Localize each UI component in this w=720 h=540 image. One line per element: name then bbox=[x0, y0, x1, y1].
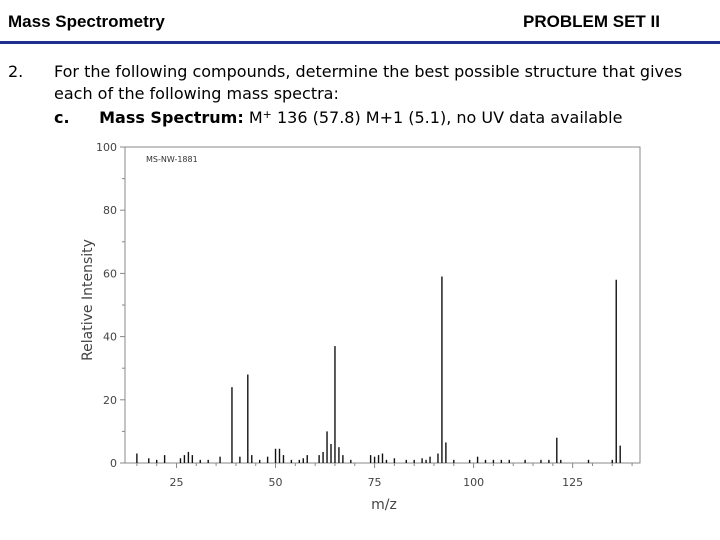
x-tick-label: 125 bbox=[562, 476, 584, 489]
molecular-ion-charge: + bbox=[262, 108, 272, 121]
spectrum-peaks bbox=[137, 277, 620, 463]
problem-text-line2: each of the following mass spectra: bbox=[54, 84, 339, 103]
inset-label: MS-NW-1881 bbox=[146, 155, 198, 164]
y-axis-label: Relative Intensity bbox=[80, 239, 96, 361]
chart-frame bbox=[125, 147, 640, 463]
spectrum-label: Mass Spectrum: bbox=[99, 108, 244, 127]
header-title: Mass Spectrometry bbox=[8, 12, 165, 31]
y-tick-label: 40 bbox=[103, 330, 117, 344]
y-tick-label: 80 bbox=[103, 204, 117, 218]
x-axis-label: m/z bbox=[371, 497, 397, 513]
plot-border bbox=[125, 147, 640, 463]
y-tick-label: 0 bbox=[110, 457, 117, 470]
problem-set-label: PROBLEM SET II bbox=[523, 12, 660, 31]
x-tick-label: 50 bbox=[268, 476, 283, 489]
y-tick-label: 20 bbox=[103, 393, 117, 407]
spectrum-details: 136 (57.8) M+1 (5.1), no UV data available bbox=[271, 108, 623, 127]
problem-number: 2. bbox=[8, 62, 24, 81]
molecular-ion-symbol: M bbox=[248, 108, 263, 127]
x-tick-label: 25 bbox=[169, 476, 184, 489]
x-axis-ticks bbox=[137, 463, 632, 489]
y-axis-ticks bbox=[96, 141, 125, 470]
y-tick-label: 100 bbox=[96, 141, 117, 154]
x-tick-label: 100 bbox=[463, 476, 485, 489]
y-tick-label: 60 bbox=[103, 267, 117, 281]
problem-text-line1: For the following compounds, determine the best possible structure that gives bbox=[54, 62, 683, 81]
x-tick-label: 75 bbox=[367, 476, 382, 489]
part-label: c. bbox=[54, 108, 70, 127]
